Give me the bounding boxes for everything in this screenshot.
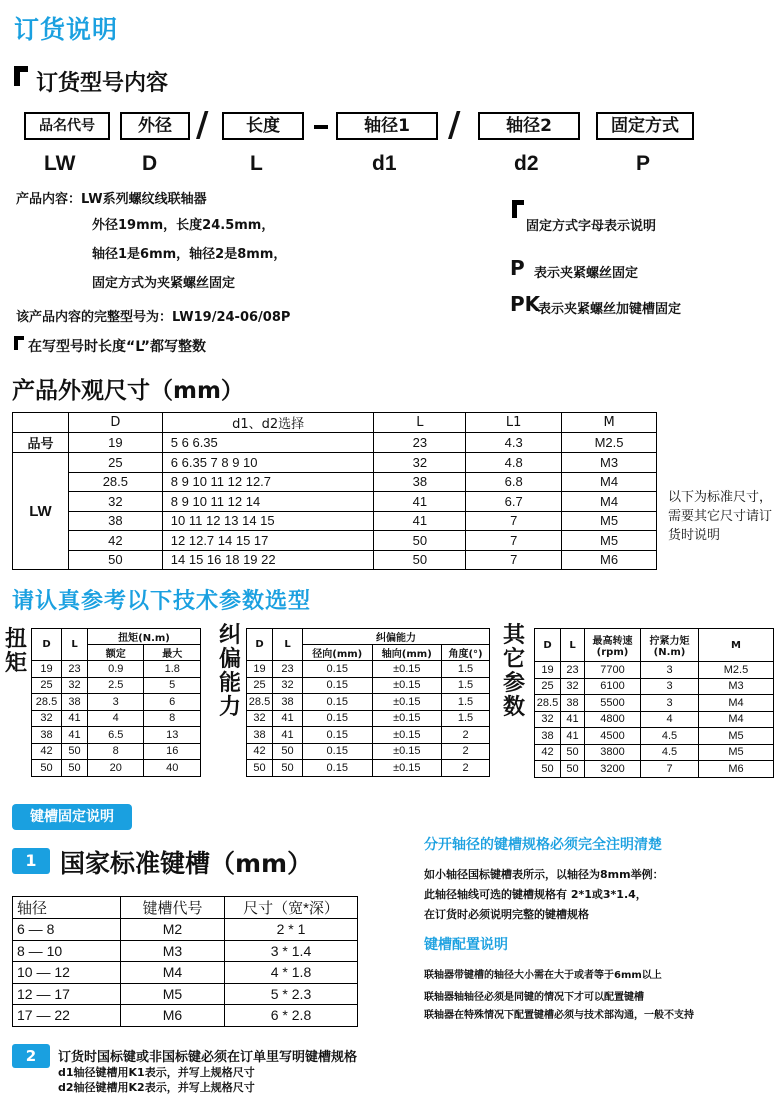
keyway-h-code: 键槽代号	[121, 897, 225, 919]
cell: 4500	[585, 728, 641, 745]
dims-title: 产品外观尺寸（mm）	[12, 378, 244, 404]
cell: 19	[535, 662, 561, 679]
cell: 23	[561, 662, 585, 679]
cell: 13	[144, 727, 201, 744]
dims-cell: 4.3	[466, 433, 562, 453]
deviation-table	[246, 628, 490, 777]
cell: 7700	[585, 662, 641, 679]
cell: 50	[273, 760, 303, 777]
cell: 38	[32, 727, 62, 744]
table-row	[32, 677, 201, 694]
cell: 3200	[585, 761, 641, 778]
cell: 50	[32, 760, 62, 777]
dims-cell: M5	[562, 511, 657, 531]
cell: 6 * 2.8	[225, 1005, 358, 1027]
cell: 38	[273, 694, 303, 711]
dash-sep	[314, 125, 328, 129]
cell: M4	[699, 695, 774, 712]
dims-cell: 14 15 16 18 19 22	[162, 550, 374, 570]
cell: 3	[641, 678, 699, 695]
cell: 0.15	[303, 677, 373, 694]
keyway-right-title: 分开轴径的键槽规格必须完全注明清楚	[424, 837, 662, 853]
cell: 10 — 12	[13, 962, 121, 984]
cell: 1.5	[442, 710, 490, 727]
table-row	[247, 760, 490, 777]
cell: 6.5	[88, 727, 144, 744]
keyway-config-title: 键槽配置说明	[424, 937, 508, 953]
dims-cell: 42	[68, 531, 162, 551]
deviation-side-label: 纠偏能力	[218, 623, 241, 720]
cell: ±0.15	[372, 677, 442, 694]
dims-cell: 7	[466, 550, 562, 570]
cell: 42	[247, 743, 273, 760]
cell: 2	[442, 727, 490, 744]
torque-h-d: D	[32, 629, 62, 661]
cell: 50	[62, 743, 88, 760]
dims-cell: 19	[68, 433, 162, 453]
dims-cell: 50	[374, 531, 466, 551]
cell: ±0.15	[372, 661, 442, 678]
dims-side-note: 以下为标准尺寸，需要其它尺寸请订货时说明	[668, 490, 773, 543]
code-lw: LW	[44, 152, 76, 175]
cell: 6100	[585, 678, 641, 695]
cell: 42	[32, 743, 62, 760]
cell: 41	[62, 727, 88, 744]
table-row	[535, 761, 774, 778]
cell: 2	[442, 760, 490, 777]
cell: 4.5	[641, 728, 699, 745]
cell: 5	[144, 677, 201, 694]
dims-header-l1: L1	[466, 413, 562, 433]
cell: 25	[535, 678, 561, 695]
cell: 0.15	[303, 760, 373, 777]
fix-pk-code: PK	[510, 292, 541, 316]
other-h-tighten: 拧紧力矩(N.m)	[641, 629, 699, 662]
cell: 25	[247, 677, 273, 694]
cell: 2	[442, 743, 490, 760]
table-row	[535, 711, 774, 728]
dims-cell: 23	[374, 433, 466, 453]
table-row	[535, 728, 774, 745]
keyway-h-size: 尺寸（宽*深）	[225, 897, 358, 919]
dims-cell: M5	[562, 531, 657, 551]
dims-row-3	[13, 472, 657, 492]
slash-sep-2: /	[448, 105, 461, 145]
table-row	[13, 1005, 358, 1027]
cell: 8	[144, 710, 201, 727]
cell: M3	[699, 678, 774, 695]
cell: 23	[273, 661, 303, 678]
cell: 1.5	[442, 677, 490, 694]
cell: 12 — 17	[13, 983, 121, 1005]
d2-note: d2轴径键槽用K2表示，并写上规格尺寸	[58, 1081, 255, 1094]
torque-h-max: 最大	[144, 645, 201, 661]
dev-h-title: 纠偏能力	[303, 629, 490, 645]
fix-legend-title: 固定方式字母表示说明	[526, 219, 657, 234]
other-h-l: L	[561, 629, 585, 662]
dev-h-angle: 角度(°)	[442, 645, 490, 661]
cell: 28.5	[535, 695, 561, 712]
cell: 32	[273, 677, 303, 694]
cell: 4.5	[641, 744, 699, 761]
keyway-pill: 键槽固定说明	[12, 804, 132, 830]
cell: 41	[561, 711, 585, 728]
cell: 25	[32, 677, 62, 694]
cell: 28.5	[247, 694, 273, 711]
dims-cell: 7	[466, 531, 562, 551]
cell: M6	[699, 761, 774, 778]
dev-h-l: L	[273, 629, 303, 661]
dims-cell: M4	[562, 492, 657, 512]
table-row	[32, 760, 201, 777]
dims-cell: 4.8	[466, 453, 562, 473]
dims-cell: M6	[562, 550, 657, 570]
keyway-num-1: 1	[12, 848, 50, 874]
cell: 50	[561, 744, 585, 761]
table-row	[247, 694, 490, 711]
cell: 23	[62, 661, 88, 678]
dims-cell: 12 12.7 14 15 17	[162, 531, 374, 551]
dims-cell: 41	[374, 511, 466, 531]
cell: 3	[88, 694, 144, 711]
dims-header-model-blank	[13, 413, 69, 433]
other-side-label: 其它参数	[502, 623, 525, 720]
cell: 50	[561, 761, 585, 778]
box-product-code: 品名代号	[24, 112, 110, 140]
cell: ±0.15	[372, 760, 442, 777]
torque-side-label: 扭矩	[4, 627, 27, 676]
cell: ±0.15	[372, 694, 442, 711]
cell: M3	[121, 940, 225, 962]
cell: 20	[88, 760, 144, 777]
code-d2: d2	[514, 152, 539, 175]
dims-cell: 6.7	[466, 492, 562, 512]
keyway-config-l1: 联轴器带键槽的轴径大小需在大于或者等于6mm以上	[424, 970, 662, 981]
bracket-mark	[14, 66, 28, 86]
fix-p-code: P	[510, 256, 525, 280]
cell: 19	[32, 661, 62, 678]
cell: M2	[121, 919, 225, 941]
cell: 5500	[585, 695, 641, 712]
cell: 32	[247, 710, 273, 727]
cell: 50	[247, 760, 273, 777]
table-row	[32, 727, 201, 744]
torque-h-l: L	[62, 629, 88, 661]
cell: 0.15	[303, 727, 373, 744]
keyway-std-title: 国家标准键槽（mm）	[60, 849, 313, 878]
dims-cell: M4	[562, 472, 657, 492]
table-row	[247, 743, 490, 760]
cell: M2.5	[699, 662, 774, 679]
cell: 50	[273, 743, 303, 760]
table-row	[247, 661, 490, 678]
cell: 2.5	[88, 677, 144, 694]
keyway-h-shaft: 轴径	[13, 897, 121, 919]
table-row	[535, 662, 774, 679]
dims-row-7	[13, 550, 657, 570]
cell: 1.8	[144, 661, 201, 678]
dims-row-2	[13, 453, 657, 473]
dims-cell: M2.5	[562, 433, 657, 453]
dims-cell: 50	[68, 550, 162, 570]
cell: 0.9	[88, 661, 144, 678]
dims-header-shaft: d1、d2选择	[162, 413, 374, 433]
dims-cell: 5 6 6.35	[162, 433, 374, 453]
product-line-3: 固定方式为夹紧螺丝固定	[92, 276, 236, 291]
length-note: 在写型号时长度“L”都写整数	[28, 339, 206, 355]
keyway-config-l2: 联轴器轴轴径必须是同键的情况下才可以配置键槽	[424, 992, 644, 1003]
dims-cell: 41	[374, 492, 466, 512]
cell: ±0.15	[372, 727, 442, 744]
cell: 6	[144, 694, 201, 711]
cell: 6 — 8	[13, 919, 121, 941]
product-line-2: 轴径1是6mm，轴径2是8mm，	[92, 247, 287, 262]
cell: M6	[121, 1005, 225, 1027]
order-title: 订货说明	[14, 15, 119, 44]
cell: 4	[641, 711, 699, 728]
code-d: D	[142, 152, 158, 175]
cell: M4	[699, 711, 774, 728]
cell: 41	[273, 727, 303, 744]
dims-row-5	[13, 511, 657, 531]
dev-h-radial: 径向(mm)	[303, 645, 373, 661]
dims-table	[12, 412, 657, 570]
table-row	[535, 678, 774, 695]
dims-row-6	[13, 531, 657, 551]
dims-cell: 8 9 10 11 12 12.7	[162, 472, 374, 492]
dims-cell: 32	[374, 453, 466, 473]
cell: 0.15	[303, 661, 373, 678]
keyway-right-l1: 如小轴径国标键槽表所示，以轴径为8mm举例：	[424, 868, 664, 881]
cell: 7	[641, 761, 699, 778]
cell: 41	[62, 710, 88, 727]
cell: ±0.15	[372, 710, 442, 727]
dev-h-d: D	[247, 629, 273, 661]
dims-cell: 38	[374, 472, 466, 492]
dims-cell: 50	[374, 550, 466, 570]
dims-header-m: M	[562, 413, 657, 433]
cell: ±0.15	[372, 743, 442, 760]
code-p: P	[636, 152, 651, 175]
dims-row-1	[13, 433, 657, 453]
cell: M5	[699, 728, 774, 745]
fix-pk-desc: 表示夹紧螺丝加键槽固定	[538, 302, 682, 317]
dims-model-header: 品号	[13, 433, 69, 453]
cell: 38	[535, 728, 561, 745]
cell: 8	[88, 743, 144, 760]
box-shaft-2: 轴径2	[478, 112, 580, 140]
cell: 2 * 1	[225, 919, 358, 941]
dims-row-4	[13, 492, 657, 512]
cell: 1.5	[442, 661, 490, 678]
bracket-mark-small	[14, 336, 24, 350]
dims-cell: 8 9 10 11 12 14	[162, 492, 374, 512]
order-note: 订货时国标键或非国标键必须在订单里写明键槽规格	[58, 1050, 358, 1065]
table-row	[13, 983, 358, 1005]
dims-cell: 28.5	[68, 472, 162, 492]
dims-header-d: D	[68, 413, 162, 433]
cell: 40	[144, 760, 201, 777]
code-d1: d1	[372, 152, 397, 175]
cell: M4	[121, 962, 225, 984]
dims-cell: 6 6.35 7 8 9 10	[162, 453, 374, 473]
table-row	[247, 727, 490, 744]
cell: 17 — 22	[13, 1005, 121, 1027]
keyway-right-l3: 在订货时必须说明完整的键槽规格	[424, 908, 589, 921]
dev-h-axial: 轴向(mm)	[372, 645, 442, 661]
cell: M5	[121, 983, 225, 1005]
cell: 41	[273, 710, 303, 727]
table-row	[32, 743, 201, 760]
table-row	[13, 940, 358, 962]
cell: 41	[561, 728, 585, 745]
table-row	[535, 744, 774, 761]
table-row	[32, 710, 201, 727]
model-title: 订货型号内容	[36, 71, 169, 96]
other-h-d: D	[535, 629, 561, 662]
cell: M5	[699, 744, 774, 761]
keyway-table	[12, 896, 358, 1027]
dims-model: LW	[13, 453, 69, 570]
full-model: 该产品内容的完整型号为：LW19/24-06/08P	[16, 310, 291, 325]
cell: 38	[561, 695, 585, 712]
cell: 50	[62, 760, 88, 777]
torque-h-torque: 扭矩(N.m)	[88, 629, 201, 645]
dims-cell: 10 11 12 13 14 15	[162, 511, 374, 531]
dims-cell: 25	[68, 453, 162, 473]
table-row	[13, 962, 358, 984]
slash-sep: /	[196, 105, 209, 145]
d1-note: d1轴径键槽用K1表示，并写上规格尺寸	[58, 1066, 255, 1079]
cell: 42	[535, 744, 561, 761]
cell: 38	[62, 694, 88, 711]
cell: 19	[247, 661, 273, 678]
cell: 3	[641, 695, 699, 712]
other-h-m: M	[699, 629, 774, 662]
table-row	[13, 919, 358, 941]
dims-cell: 32	[68, 492, 162, 512]
keyway-right-l2: 此轴径轴线可选的键槽规格有 2*1或3*1.4，	[424, 888, 647, 901]
torque-h-rated: 额定	[88, 645, 144, 661]
dims-cell: 7	[466, 511, 562, 531]
product-label: 产品内容：LW系列螺纹线联轴器	[16, 192, 207, 207]
cell: 4	[88, 710, 144, 727]
box-length: 长度	[222, 112, 304, 140]
cell: 3	[641, 662, 699, 679]
cell: 0.15	[303, 694, 373, 711]
cell: 32	[62, 677, 88, 694]
fix-p-desc: 表示夹紧螺丝固定	[534, 266, 639, 281]
table-row	[535, 695, 774, 712]
dims-header-l: L	[374, 413, 466, 433]
dims-cell: 38	[68, 511, 162, 531]
tech-title: 请认真参考以下技术参数选型	[12, 589, 312, 614]
box-outer-diameter: 外径	[120, 112, 190, 140]
table-row	[32, 694, 201, 711]
cell: 3 * 1.4	[225, 940, 358, 962]
box-fix-method: 固定方式	[596, 112, 694, 140]
torque-table	[31, 628, 201, 777]
cell: 38	[247, 727, 273, 744]
other-h-speed: 最高转速(rpm)	[585, 629, 641, 662]
cell: 5 * 2.3	[225, 983, 358, 1005]
cell: 4 * 1.8	[225, 962, 358, 984]
other-table	[534, 628, 774, 778]
box-shaft-1: 轴径1	[336, 112, 438, 140]
cell: 8 — 10	[13, 940, 121, 962]
cell: 0.15	[303, 743, 373, 760]
keyway-config-l3: 联轴器在特殊情况下配置键槽必须与技术部沟通，一般不支持	[424, 1010, 694, 1021]
cell: 3800	[585, 744, 641, 761]
cell: 28.5	[32, 694, 62, 711]
dims-cell: M3	[562, 453, 657, 473]
product-line-1: 外径19mm，长度24.5mm，	[92, 218, 275, 233]
keyway-num-2: 2	[12, 1044, 50, 1068]
table-row	[247, 677, 490, 694]
code-l: L	[250, 152, 263, 175]
cell: 0.15	[303, 710, 373, 727]
cell: 4800	[585, 711, 641, 728]
cell: 50	[535, 761, 561, 778]
table-row	[247, 710, 490, 727]
table-row	[32, 661, 201, 678]
cell: 16	[144, 743, 201, 760]
dims-cell: 6.8	[466, 472, 562, 492]
cell: 32	[561, 678, 585, 695]
cell: 32	[535, 711, 561, 728]
cell: 1.5	[442, 694, 490, 711]
bracket-mark-fix	[512, 200, 524, 218]
cell: 32	[32, 710, 62, 727]
